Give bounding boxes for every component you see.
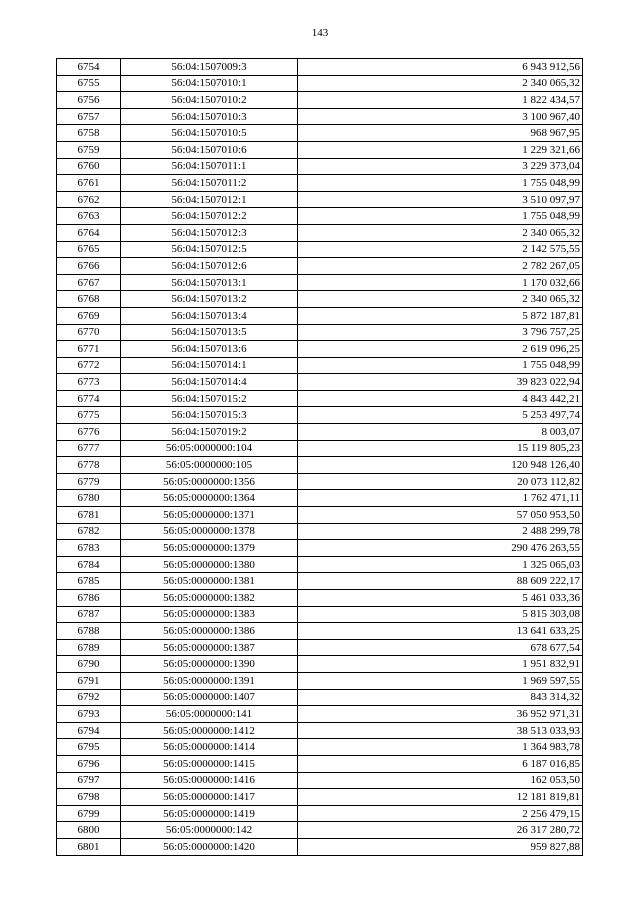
cadastral-value-cell: 2 619 096,25 <box>298 341 583 358</box>
table-row <box>57 440 583 457</box>
table-row <box>57 507 583 524</box>
cadastral-number-cell: 56:05:0000000:1382 <box>121 590 298 607</box>
cadastral-value-cell: 3 100 967,40 <box>298 108 583 125</box>
table-row <box>57 175 583 192</box>
row-number-cell: 6757 <box>57 108 121 125</box>
cadastral-value-cell: 5 461 033,36 <box>298 590 583 607</box>
cadastral-value-cell: 1 755 048,99 <box>298 357 583 374</box>
cadastral-number-cell: 56:05:0000000:1412 <box>121 722 298 739</box>
table-row <box>57 224 583 241</box>
row-number-cell: 6796 <box>57 755 121 772</box>
table-row <box>57 125 583 142</box>
cadastral-value-cell: 39 823 022,94 <box>298 374 583 391</box>
cadastral-value-cell: 1 969 597,55 <box>298 672 583 689</box>
cadastral-number-cell: 56:04:1507019:2 <box>121 424 298 441</box>
table-row <box>57 75 583 92</box>
table-row <box>57 59 583 76</box>
table-row <box>57 805 583 822</box>
cadastral-number-cell: 56:05:0000000:105 <box>121 457 298 474</box>
table-row <box>57 755 583 772</box>
row-number-cell: 6779 <box>57 473 121 490</box>
cadastral-number-cell: 56:05:0000000:1419 <box>121 805 298 822</box>
cadastral-number-cell: 56:04:1507010:2 <box>121 92 298 109</box>
cadastral-value-cell: 120 948 126,40 <box>298 457 583 474</box>
row-number-cell: 6774 <box>57 390 121 407</box>
row-number-cell: 6764 <box>57 224 121 241</box>
row-number-cell: 6798 <box>57 789 121 806</box>
cadastral-number-cell: 56:04:1507014:1 <box>121 357 298 374</box>
row-number-cell: 6775 <box>57 407 121 424</box>
cadastral-value-cell: 678 677,54 <box>298 639 583 656</box>
row-number-cell: 6790 <box>57 656 121 673</box>
table-row <box>57 822 583 839</box>
cadastral-number-cell: 56:05:0000000:1364 <box>121 490 298 507</box>
table-row <box>57 523 583 540</box>
row-number-cell: 6789 <box>57 639 121 656</box>
row-number-cell: 6777 <box>57 440 121 457</box>
table-row <box>57 689 583 706</box>
cadastral-number-cell: 56:04:1507012:5 <box>121 241 298 258</box>
row-number-cell: 6780 <box>57 490 121 507</box>
row-number-cell: 6754 <box>57 59 121 76</box>
row-number-cell: 6766 <box>57 258 121 275</box>
row-number-cell: 6772 <box>57 357 121 374</box>
cadastral-number-cell: 56:05:0000000:1379 <box>121 540 298 557</box>
row-number-cell: 6787 <box>57 606 121 623</box>
cadastral-value-cell: 2 340 065,32 <box>298 291 583 308</box>
table-row <box>57 556 583 573</box>
cadastral-number-cell: 56:05:0000000:1378 <box>121 523 298 540</box>
cadastral-value-cell: 2 142 575,55 <box>298 241 583 258</box>
row-number-cell: 6765 <box>57 241 121 258</box>
cadastral-value-cell: 3 229 373,04 <box>298 158 583 175</box>
table-row <box>57 141 583 158</box>
cadastral-number-cell: 56:04:1507013:6 <box>121 341 298 358</box>
row-number-cell: 6767 <box>57 274 121 291</box>
cadastral-number-cell: 56:04:1507010:1 <box>121 75 298 92</box>
row-number-cell: 6768 <box>57 291 121 308</box>
row-number-cell: 6799 <box>57 805 121 822</box>
cadastral-value-cell: 88 609 222,17 <box>298 573 583 590</box>
cadastral-number-cell: 56:05:0000000:1387 <box>121 639 298 656</box>
page-number: 143 <box>311 27 329 39</box>
cadastral-value-cell: 1 755 048,99 <box>298 175 583 192</box>
cadastral-value-cell: 959 827,88 <box>298 838 583 855</box>
cadastral-value-cell: 1 755 048,99 <box>298 208 583 225</box>
row-number-cell: 6776 <box>57 424 121 441</box>
cadastral-number-cell: 56:05:0000000:1407 <box>121 689 298 706</box>
cadastral-number-cell: 56:04:1507015:2 <box>121 390 298 407</box>
table-row <box>57 706 583 723</box>
cadastral-number-cell: 56:04:1507009:3 <box>121 59 298 76</box>
cadastral-value-cell: 1 951 832,91 <box>298 656 583 673</box>
table-row <box>57 590 583 607</box>
table-row <box>57 241 583 258</box>
cadastral-value-cell: 12 181 819,81 <box>298 789 583 806</box>
table-row <box>57 639 583 656</box>
table-row <box>57 357 583 374</box>
cadastral-value-cell: 1 229 321,66 <box>298 141 583 158</box>
cadastral-value-cell: 2 488 299,78 <box>298 523 583 540</box>
table-row <box>57 424 583 441</box>
table-row <box>57 258 583 275</box>
row-number-cell: 6762 <box>57 191 121 208</box>
cadastral-number-cell: 56:05:0000000:1416 <box>121 772 298 789</box>
cadastral-number-cell: 56:04:1507010:3 <box>121 108 298 125</box>
cadastral-number-cell: 56:05:0000000:1386 <box>121 623 298 640</box>
row-number-cell: 6756 <box>57 92 121 109</box>
cadastral-number-cell: 56:05:0000000:1414 <box>121 739 298 756</box>
table-row <box>57 191 583 208</box>
row-number-cell: 6763 <box>57 208 121 225</box>
cadastral-value-cell: 3 796 757,25 <box>298 324 583 341</box>
cadastral-value-table <box>56 58 583 856</box>
cadastral-value-cell: 13 641 633,25 <box>298 623 583 640</box>
table-row <box>57 108 583 125</box>
cadastral-number-cell: 56:05:0000000:1417 <box>121 789 298 806</box>
cadastral-number-cell: 56:05:0000000:1415 <box>121 755 298 772</box>
table-row <box>57 407 583 424</box>
row-number-cell: 6758 <box>57 125 121 142</box>
table-row <box>57 772 583 789</box>
cadastral-value-cell: 290 476 263,55 <box>298 540 583 557</box>
cadastral-value-cell: 38 513 033,93 <box>298 722 583 739</box>
cadastral-value-cell: 2 340 065,32 <box>298 75 583 92</box>
cadastral-value-cell: 5 815 303,08 <box>298 606 583 623</box>
table-row <box>57 291 583 308</box>
row-number-cell: 6792 <box>57 689 121 706</box>
table-row <box>57 540 583 557</box>
cadastral-value-cell: 1 822 434,57 <box>298 92 583 109</box>
table-row <box>57 390 583 407</box>
row-number-cell: 6783 <box>57 540 121 557</box>
row-number-cell: 6771 <box>57 341 121 358</box>
table-row <box>57 374 583 391</box>
cadastral-number-cell: 56:04:1507013:2 <box>121 291 298 308</box>
row-number-cell: 6800 <box>57 822 121 839</box>
row-number-cell: 6769 <box>57 307 121 324</box>
cadastral-number-cell: 56:04:1507014:4 <box>121 374 298 391</box>
row-number-cell: 6801 <box>57 838 121 855</box>
table-row <box>57 606 583 623</box>
cadastral-number-cell: 56:04:1507012:1 <box>121 191 298 208</box>
cadastral-number-cell: 56:04:1507015:3 <box>121 407 298 424</box>
cadastral-value-cell: 20 073 112,82 <box>298 473 583 490</box>
table-row <box>57 341 583 358</box>
row-number-cell: 6786 <box>57 590 121 607</box>
cadastral-number-cell: 56:04:1507012:6 <box>121 258 298 275</box>
table-row <box>57 739 583 756</box>
row-number-cell: 6781 <box>57 507 121 524</box>
cadastral-value-cell: 968 967,95 <box>298 125 583 142</box>
cadastral-value-cell: 8 003,07 <box>298 424 583 441</box>
row-number-cell: 6773 <box>57 374 121 391</box>
cadastral-value-cell: 1 170 032,66 <box>298 274 583 291</box>
table-row <box>57 158 583 175</box>
table-row <box>57 457 583 474</box>
cadastral-value-cell: 2 782 267,05 <box>298 258 583 275</box>
table-row <box>57 307 583 324</box>
cadastral-value-cell: 1 325 065,03 <box>298 556 583 573</box>
row-number-cell: 6759 <box>57 141 121 158</box>
table-row <box>57 473 583 490</box>
cadastral-value-cell: 6 187 016,85 <box>298 755 583 772</box>
table-row <box>57 722 583 739</box>
cadastral-number-cell: 56:04:1507013:4 <box>121 307 298 324</box>
cadastral-value-cell: 2 256 479,15 <box>298 805 583 822</box>
cadastral-number-cell: 56:05:0000000:1380 <box>121 556 298 573</box>
row-number-cell: 6782 <box>57 523 121 540</box>
cadastral-value-cell: 843 314,32 <box>298 689 583 706</box>
table-row <box>57 208 583 225</box>
cadastral-number-cell: 56:04:1507012:3 <box>121 224 298 241</box>
cadastral-number-cell: 56:05:0000000:1381 <box>121 573 298 590</box>
row-number-cell: 6785 <box>57 573 121 590</box>
cadastral-number-cell: 56:05:0000000:1390 <box>121 656 298 673</box>
cadastral-number-cell: 56:05:0000000:104 <box>121 440 298 457</box>
cadastral-number-cell: 56:04:1507010:6 <box>121 141 298 158</box>
row-number-cell: 6797 <box>57 772 121 789</box>
cadastral-number-cell: 56:04:1507013:5 <box>121 324 298 341</box>
cadastral-number-cell: 56:05:0000000:1371 <box>121 507 298 524</box>
cadastral-value-cell: 6 943 912,56 <box>298 59 583 76</box>
cadastral-value-cell: 4 843 442,21 <box>298 390 583 407</box>
cadastral-number-cell: 56:04:1507011:2 <box>121 175 298 192</box>
cadastral-number-cell: 56:05:0000000:1391 <box>121 672 298 689</box>
row-number-cell: 6788 <box>57 623 121 640</box>
row-number-cell: 6778 <box>57 457 121 474</box>
cadastral-value-cell: 1 762 471,11 <box>298 490 583 507</box>
cadastral-value-cell: 1 364 983,78 <box>298 739 583 756</box>
table-row <box>57 838 583 855</box>
row-number-cell: 6770 <box>57 324 121 341</box>
table-body <box>57 59 583 856</box>
cadastral-value-cell: 36 952 971,31 <box>298 706 583 723</box>
row-number-cell: 6755 <box>57 75 121 92</box>
table-row <box>57 789 583 806</box>
row-number-cell: 6761 <box>57 175 121 192</box>
table-row <box>57 324 583 341</box>
table-row <box>57 656 583 673</box>
row-number-cell: 6794 <box>57 722 121 739</box>
cadastral-number-cell: 56:05:0000000:1356 <box>121 473 298 490</box>
cadastral-number-cell: 56:05:0000000:141 <box>121 706 298 723</box>
cadastral-number-cell: 56:04:1507012:2 <box>121 208 298 225</box>
cadastral-value-cell: 2 340 065,32 <box>298 224 583 241</box>
cadastral-value-cell: 5 253 497,74 <box>298 407 583 424</box>
cadastral-number-cell: 56:05:0000000:1420 <box>121 838 298 855</box>
row-number-cell: 6760 <box>57 158 121 175</box>
row-number-cell: 6793 <box>57 706 121 723</box>
cadastral-number-cell: 56:04:1507013:1 <box>121 274 298 291</box>
cadastral-value-cell: 3 510 097,97 <box>298 191 583 208</box>
row-number-cell: 6784 <box>57 556 121 573</box>
cadastral-number-cell: 56:05:0000000:142 <box>121 822 298 839</box>
table-row <box>57 623 583 640</box>
cadastral-number-cell: 56:04:1507011:1 <box>121 158 298 175</box>
table-row <box>57 274 583 291</box>
row-number-cell: 6795 <box>57 739 121 756</box>
table-row <box>57 672 583 689</box>
cadastral-value-cell: 162 053,50 <box>298 772 583 789</box>
cadastral-number-cell: 56:04:1507010:5 <box>121 125 298 142</box>
cadastral-value-cell: 15 119 805,23 <box>298 440 583 457</box>
cadastral-value-cell: 57 050 953,50 <box>298 507 583 524</box>
table-row <box>57 92 583 109</box>
table-row <box>57 573 583 590</box>
cadastral-value-cell: 26 317 280,72 <box>298 822 583 839</box>
row-number-cell: 6791 <box>57 672 121 689</box>
cadastral-number-cell: 56:05:0000000:1383 <box>121 606 298 623</box>
table-row <box>57 490 583 507</box>
cadastral-value-cell: 5 872 187,81 <box>298 307 583 324</box>
